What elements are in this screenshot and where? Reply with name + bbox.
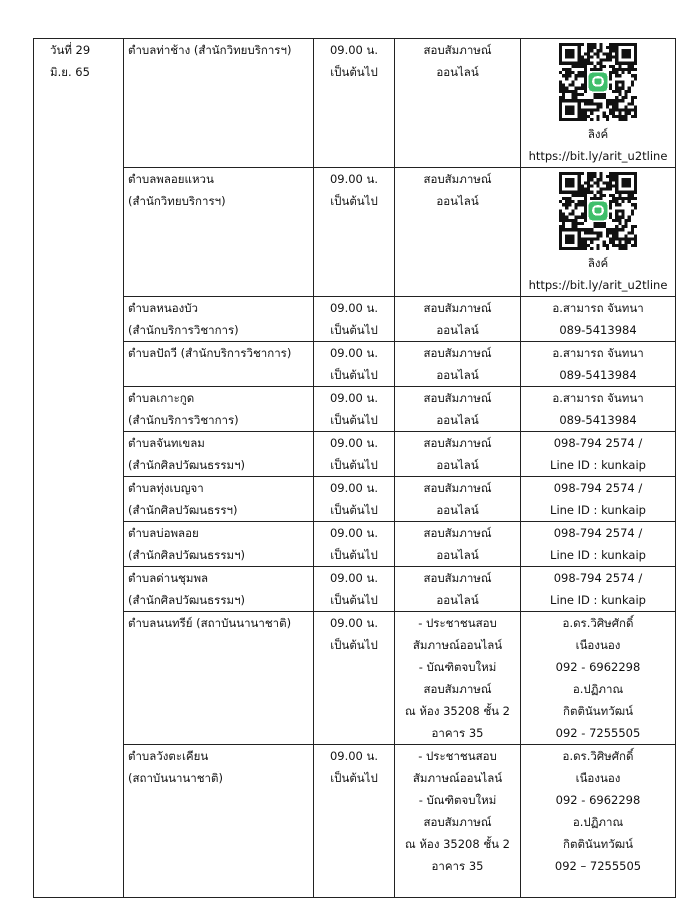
contact-text: อ.สามารถ จันทนา (552, 391, 644, 405)
schedule-table (33, 38, 676, 898)
method-text: ออนไลน์ (436, 548, 479, 562)
method-text: ออนไลน์ (436, 503, 479, 517)
place-text: (สำนักศิลปวัฒนธรรมฯ) (128, 548, 246, 562)
time-cell (314, 387, 395, 432)
contact-text: https://bit.ly/arit_u2tline (528, 149, 668, 163)
method-text: อาคาร 35 (431, 726, 484, 740)
method-text: สอบสัมภาษณ์ (423, 571, 492, 585)
contact-cell (521, 432, 676, 477)
contact-text: 089-5413984 (559, 323, 637, 337)
contact-text: ลิงค์ (587, 256, 609, 270)
place-cell (124, 477, 314, 522)
place-text: ตำบลท่าช้าง (สำนักวิทยบริการฯ) (128, 43, 292, 57)
date-cell (34, 39, 124, 898)
time-text: เป็นต้นไป (330, 593, 378, 607)
contact-text: อ.ปฏิภาณ (572, 682, 624, 696)
time-cell (314, 477, 395, 522)
contact-text: Line ID : kunkaip (550, 548, 646, 562)
place-cell (124, 432, 314, 477)
method-cell (395, 342, 521, 387)
place-text: ตำบลทุ่งเบญจา (128, 481, 204, 495)
time-text: 09.00 น. (329, 391, 379, 405)
contact-text: เนืองนอง (575, 638, 621, 652)
time-text: เป็นต้นไป (330, 413, 378, 427)
place-cell (124, 168, 314, 297)
method-text: สอบสัมภาษณ์ (423, 682, 492, 696)
time-text: เป็นต้นไป (330, 323, 378, 337)
schedule-row (34, 612, 676, 745)
place-text: ตำบลพลอยแหวน (128, 172, 214, 186)
method-text: - บัณฑิตจบใหม่ (418, 793, 497, 807)
method-text: อาคาร 35 (431, 859, 484, 873)
place-cell (124, 522, 314, 567)
contact-cell (521, 342, 676, 387)
method-cell (395, 522, 521, 567)
contact-text: Line ID : kunkaip (550, 503, 646, 517)
contact-cell (521, 567, 676, 612)
schedule-row (34, 342, 676, 387)
method-text: สอบสัมภาษณ์ (423, 526, 492, 540)
method-text: ออนไลน์ (436, 65, 479, 79)
contact-text: 089-5413984 (559, 368, 637, 382)
time-text: เป็นต้นไป (330, 368, 378, 382)
time-text: เป็นต้นไป (330, 771, 378, 785)
method-cell (395, 612, 521, 745)
place-cell (124, 39, 314, 168)
time-text: เป็นต้นไป (330, 65, 378, 79)
method-text: ออนไลน์ (436, 458, 479, 472)
method-text: สอบสัมภาษณ์ (423, 346, 492, 360)
time-cell (314, 745, 395, 898)
contact-text: 092 - 7255505 (555, 726, 641, 740)
contact-text: Line ID : kunkaip (550, 593, 646, 607)
time-text: 09.00 น. (329, 346, 379, 360)
place-text: (สำนักวิทยบริการฯ) (128, 194, 226, 208)
place-cell (124, 612, 314, 745)
time-text: 09.00 น. (329, 43, 379, 57)
place-text: (สำนักศิลปวัฒนธรรมฯ) (128, 458, 246, 472)
schedule-row (34, 297, 676, 342)
place-text: ตำบลบ่อพลอย (128, 526, 199, 540)
method-text: ณ ห้อง 35208 ชั้น 2 (405, 704, 510, 718)
method-cell (395, 168, 521, 297)
place-text: (สถาบันนานาชาติ) (128, 771, 223, 785)
contact-text: Line ID : kunkaip (550, 458, 646, 472)
place-text: (สำนักศิลปวัฒนธรรมฯ) (128, 593, 246, 607)
method-cell (395, 745, 521, 898)
method-text: ออนไลน์ (436, 413, 479, 427)
contact-cell (521, 387, 676, 432)
place-text: ตำบลด่านชุมพล (128, 571, 209, 585)
contact-text: อ.ดร.วิศิษศักดิ์ (562, 616, 634, 630)
time-text: เป็นต้นไป (330, 458, 378, 472)
contact-text: https://bit.ly/arit_u2tline (528, 278, 668, 292)
method-cell (395, 39, 521, 168)
schedule-table-body (34, 39, 676, 898)
place-text: ตำบลนนทรีย์ (สถาบันนานาชาติ) (128, 616, 292, 630)
method-text: ณ ห้อง 35208 ชั้น 2 (405, 837, 510, 851)
method-text: ออนไลน์ (436, 323, 479, 337)
time-text: 09.00 น. (329, 436, 379, 450)
schedule-row (34, 477, 676, 522)
method-text: สอบสัมภาษณ์ (423, 301, 492, 315)
time-cell (314, 522, 395, 567)
method-text: ออนไลน์ (436, 194, 479, 208)
time-cell (314, 39, 395, 168)
place-text: (สำนักศิลปวัฒนธรรฯ) (128, 503, 238, 517)
contact-text: เนืองนอง (575, 771, 621, 785)
contact-text: อ.สามารถ จันทนา (552, 301, 644, 315)
place-text: (สำนักบริการวิชาการ) (128, 323, 239, 337)
schedule-row (34, 39, 676, 168)
time-text: 09.00 น. (329, 749, 379, 763)
contact-text: อ.สามารถ จันทนา (552, 346, 644, 360)
method-text: - บัณฑิตจบใหม่ (418, 660, 497, 674)
line-qr-code-icon (523, 172, 673, 250)
place-cell (124, 297, 314, 342)
place-text: ตำบลจันทเขลม (128, 436, 205, 450)
method-text: สอบสัมภาษณ์ (423, 391, 492, 405)
contact-cell (521, 477, 676, 522)
contact-cell (521, 39, 676, 168)
contact-text: กิตตินันทวัฒน์ (563, 704, 633, 718)
contact-text: 098-794 2574 / (553, 526, 643, 540)
time-cell (314, 168, 395, 297)
method-text: ออนไลน์ (436, 368, 479, 382)
schedule-row (34, 432, 676, 477)
method-text: สอบสัมภาษณ์ (423, 481, 492, 495)
contact-cell (521, 612, 676, 745)
contact-text: อ.ปฏิภาณ (572, 815, 624, 829)
place-text: (สำนักบริการวิชาการ) (128, 413, 239, 427)
time-text: 09.00 น. (329, 571, 379, 585)
schedule-row (34, 567, 676, 612)
method-text: สอบสัมภาษณ์ (423, 43, 492, 57)
method-cell (395, 567, 521, 612)
place-cell (124, 567, 314, 612)
contact-cell (521, 745, 676, 898)
method-cell (395, 387, 521, 432)
place-text: ตำบลปัถวี (สำนักบริการวิชาการ) (128, 346, 292, 360)
time-cell (314, 342, 395, 387)
method-text: สัมภาษณ์ออนไลน์ (412, 771, 503, 785)
time-cell (314, 432, 395, 477)
time-cell (314, 297, 395, 342)
schedule-row (34, 745, 676, 898)
contact-text: 098-794 2574 / (553, 571, 643, 585)
method-cell (395, 297, 521, 342)
schedule-row (34, 387, 676, 432)
place-text: ตำบลเกาะกูด (128, 391, 195, 405)
time-text: 09.00 น. (329, 526, 379, 540)
schedule-row (34, 168, 676, 297)
contact-text: กิตตินันทวัฒน์ (563, 837, 633, 851)
place-text: ตำบลวังตะเคียน (128, 749, 209, 763)
method-text: สอบสัมภาษณ์ (423, 172, 492, 186)
contact-text: อ.ดร.วิศิษศักดิ์ (562, 749, 634, 763)
method-cell (395, 432, 521, 477)
contact-text: 098-794 2574 / (553, 436, 643, 450)
place-cell (124, 745, 314, 898)
time-cell (314, 612, 395, 745)
method-text: ออนไลน์ (436, 593, 479, 607)
place-cell (124, 342, 314, 387)
date-text: วันที่ 29 (50, 43, 91, 57)
contact-cell (521, 297, 676, 342)
time-text: เป็นต้นไป (330, 503, 378, 517)
contact-text: 092 – 7255505 (554, 859, 642, 873)
date-text: มิ.ย. 65 (50, 65, 90, 79)
time-text: 09.00 น. (329, 301, 379, 315)
time-text: เป็นต้นไป (330, 548, 378, 562)
contact-cell (521, 522, 676, 567)
method-text: - ประชาชนสอบ (418, 749, 497, 763)
time-cell (314, 567, 395, 612)
method-text: สัมภาษณ์ออนไลน์ (412, 638, 503, 652)
contact-text: ลิงค์ (587, 127, 609, 141)
schedule-row (34, 522, 676, 567)
method-text: สอบสัมภาษณ์ (423, 815, 492, 829)
contact-cell (521, 168, 676, 297)
place-text: ตำบลหนองบัว (128, 301, 198, 315)
contact-text: 092 - 6962298 (555, 660, 641, 674)
contact-text: 098-794 2574 / (553, 481, 643, 495)
time-text: เป็นต้นไป (330, 638, 378, 652)
contact-text: 092 - 6962298 (555, 793, 641, 807)
time-text: 09.00 น. (329, 172, 379, 186)
time-text: 09.00 น. (329, 616, 379, 630)
contact-text: 089-5413984 (559, 413, 637, 427)
method-text: สอบสัมภาษณ์ (423, 436, 492, 450)
time-text: 09.00 น. (329, 481, 379, 495)
method-text: - ประชาชนสอบ (418, 616, 497, 630)
place-cell (124, 387, 314, 432)
time-text: เป็นต้นไป (330, 194, 378, 208)
line-qr-code-icon (523, 43, 673, 121)
method-cell (395, 477, 521, 522)
